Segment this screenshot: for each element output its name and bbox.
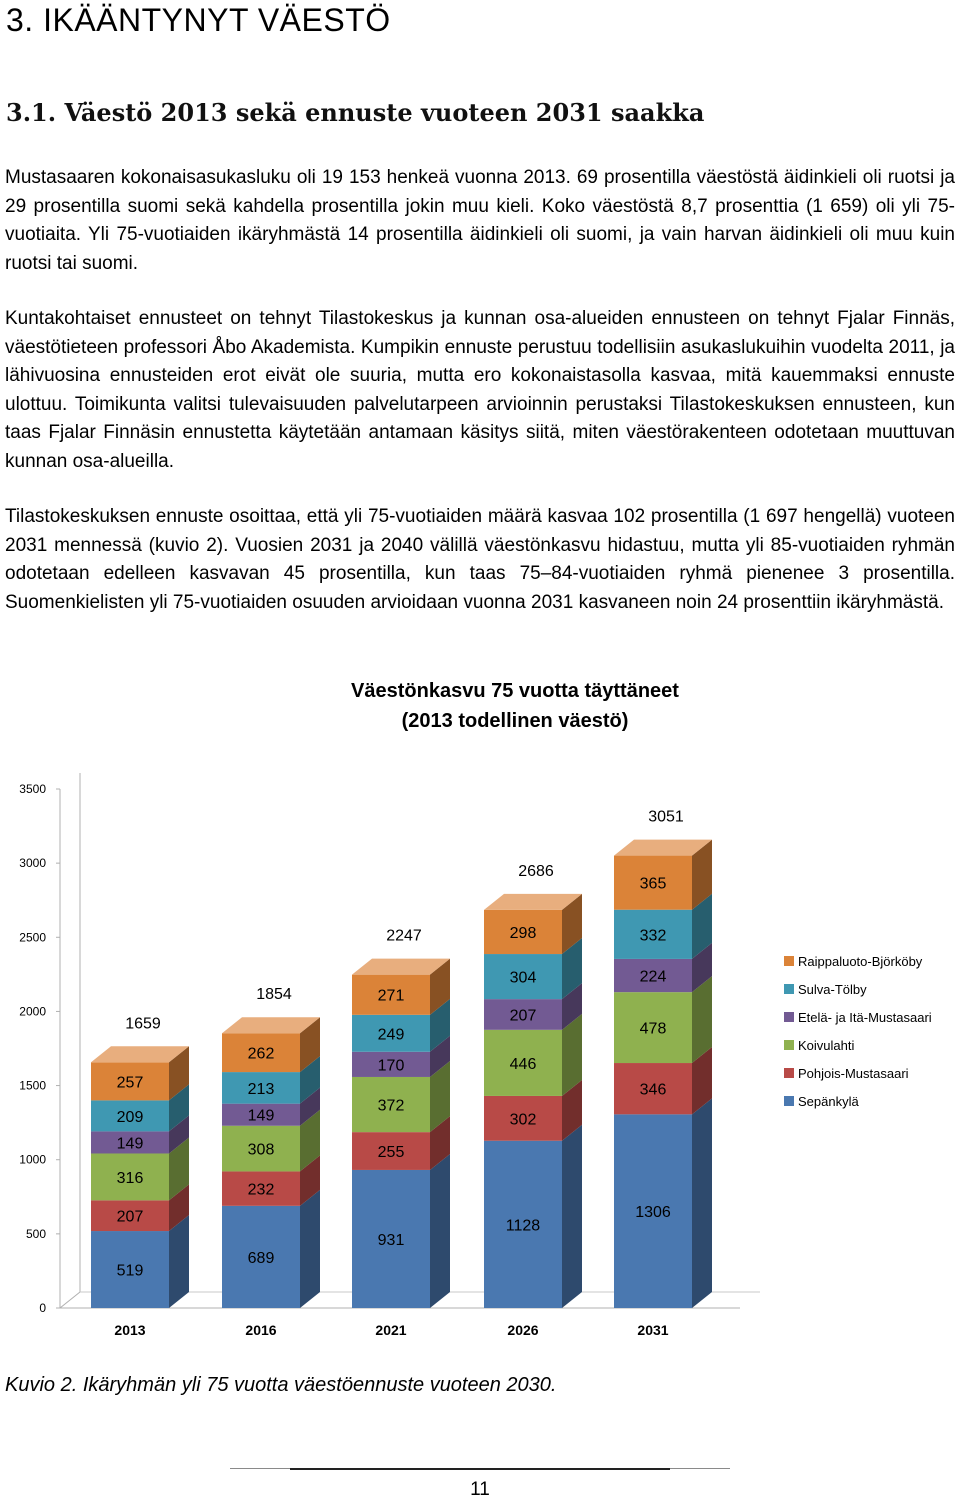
paragraph-forecasts: Kuntakohtaiset ennusteet on tehnyt Tilastokeskus ja kunnan osa-alueiden ennusteen on tehnyt Fjalar Finnäs, väestötieteen professori Åbo Akademista. Kumpikin ennuste perustuu todellisiin asukaslukuihin vuodelta 2011, ja lähivuosina ennusteiden erot eivät ole suuria, mutta ero kokonaistasolla kasvaa, mitä kauemmaksi ennuste ulottuu. Toimikunta valitsi tulevaisuuden palvelutarpeen arvioinnin perustaksi Tilastokeskuksen ennusteen, kun taas Fjalar Finnäsin ennustetta käytetään antamaan käsitys siitä, miten väestörakenteen odotetaan muuttuvan kunnan osa-alueilla. xyxy=(5,308,955,472)
bar-value-label: 149 xyxy=(116,1135,144,1153)
y-tick-label: 3500 xyxy=(19,782,46,796)
bar-value-label: 346 xyxy=(639,1081,667,1099)
legend-swatch xyxy=(784,1096,794,1106)
bar-value-label: 232 xyxy=(247,1181,275,1199)
bar-value-label: 446 xyxy=(509,1055,537,1073)
bar-segment-side xyxy=(562,1125,582,1308)
y-tick-label: 0 xyxy=(39,1301,46,1315)
bar-segment-side xyxy=(692,1098,712,1308)
bar-value-label: 316 xyxy=(116,1169,144,1187)
stacked-bar-chart xyxy=(0,760,960,1350)
legend-swatch xyxy=(784,984,794,994)
bar-value-label: 478 xyxy=(639,1020,667,1038)
bar-value-label: 224 xyxy=(639,968,667,986)
bar-value-label: 255 xyxy=(377,1144,405,1162)
bar-value-label: 207 xyxy=(509,1007,537,1025)
bar-segment-side xyxy=(169,1215,189,1308)
page-number: 11 xyxy=(470,1479,490,1500)
x-tick-label: 2021 xyxy=(375,1322,407,1338)
bar-value-label: 372 xyxy=(377,1097,405,1115)
bar-value-label: 308 xyxy=(247,1141,275,1159)
x-tick-label: 2016 xyxy=(245,1322,277,1338)
paragraph-forecast-results: Tilastokeskuksen ennuste osoittaa, että yli 75-vuotiaiden määrä kasvaa 102 prosentilla (1 697 hengellä) vuoteen 2031 mennessä (kuvio 2). Vuosien 2031 ja 2040 välillä väestönkasvu hidastuu, mutta yli 85-vuotiaiden ryhmän odotetaan edelleen kasvavan 45 prosentilla, kun taas 75–84-vuotiaiden ryhmä pienenee 3 prosentilla. Suomenkielisten yli 75-vuotiaiden osuuden arvioidaan vuonna 2031 kasvaneen noin 24 prosenttiin ikäryhmästä. xyxy=(5,506,955,613)
bar-value-label: 298 xyxy=(509,924,537,942)
y-tick-label: 500 xyxy=(25,1226,46,1241)
legend-swatch xyxy=(784,956,794,966)
bar-value-label: 304 xyxy=(509,969,537,987)
y-tick-label: 1500 xyxy=(19,1078,46,1093)
figure-caption: Kuvio 2. Ikäryhmän yli 75 vuotta väestöennuste vuoteen 2030. xyxy=(5,1374,557,1396)
legend-swatch xyxy=(784,1012,794,1022)
bar-value-label: 207 xyxy=(116,1208,144,1226)
legend-label: Koivulahti xyxy=(798,1038,855,1053)
section-heading: 3.1. Väestö 2013 sekä ennuste vuoteen 2031 saakka xyxy=(6,98,705,127)
bar-total-label: 3051 xyxy=(648,808,684,826)
y-tick-label: 2000 xyxy=(19,1004,46,1019)
bar-value-label: 332 xyxy=(639,927,667,945)
bar-value-label: 249 xyxy=(377,1026,405,1044)
bar-value-label: 1306 xyxy=(635,1204,671,1222)
legend-label: Raippaluoto-Björköby xyxy=(798,954,923,969)
bar-value-label: 213 xyxy=(247,1080,275,1098)
bar-value-label: 170 xyxy=(377,1057,405,1075)
x-tick-label: 2013 xyxy=(114,1322,146,1338)
legend-label: Sepänkylä xyxy=(798,1094,859,1109)
x-tick-label: 2026 xyxy=(507,1322,539,1338)
bar-value-label: 365 xyxy=(639,875,667,893)
legend-label: Pohjois-Mustasaari xyxy=(798,1066,909,1081)
bar-value-label: 209 xyxy=(116,1108,144,1126)
y-tick-label: 1000 xyxy=(19,1152,46,1167)
bar-value-label: 519 xyxy=(116,1262,144,1280)
chapter-heading: 3. IKÄÄNTYNYT VÄESTÖ xyxy=(6,2,391,38)
bar-value-label: 262 xyxy=(247,1045,275,1063)
bar-value-label: 257 xyxy=(116,1074,144,1092)
legend-label: Sulva-Tölby xyxy=(798,982,867,997)
x-tick-label: 2031 xyxy=(637,1322,669,1338)
bar-value-label: 931 xyxy=(377,1231,405,1249)
bar-segment-side xyxy=(300,1190,320,1308)
legend-swatch xyxy=(784,1068,794,1078)
chart-subtitle: (2013 todellinen väestö) xyxy=(401,710,629,732)
bar-total-label: 1854 xyxy=(256,986,292,1004)
chart-title-block xyxy=(250,676,780,736)
y-tick-label: 3000 xyxy=(19,856,46,871)
paragraph-population: Mustasaaren kokonaisasukasluku oli 19 153 henkeä vuonna 2013. 69 prosentilla väestöstä äidinkieli oli ruotsi ja 29 prosentilla suomi sekä kahdella prosentilla jokin muu kieli. Koko väestöstä 8,7 prosenttia (1 659) oli yli 75-vuotiaita. Yli 75-vuotiaiden ikäryhmästä 14 prosentilla äidinkieli oli suomi, ja vain harvan äidinkieli oli muu kuin ruotsi tai suomi. xyxy=(5,167,955,274)
bar-value-label: 302 xyxy=(509,1111,537,1129)
bar-total-label: 1659 xyxy=(125,1015,161,1033)
axis-depth-line xyxy=(60,1292,80,1308)
bar-total-label: 2247 xyxy=(386,927,422,945)
y-tick-label: 2500 xyxy=(19,930,46,945)
bar-total-label: 2686 xyxy=(518,862,554,880)
bar-value-label: 149 xyxy=(247,1107,275,1125)
footer-rule-accent xyxy=(290,1468,670,1470)
legend-swatch xyxy=(784,1040,794,1050)
bar-value-label: 1128 xyxy=(505,1217,541,1235)
chart-title: Väestönkasvu 75 vuotta täyttäneet xyxy=(351,680,679,702)
legend-label: Etelä- ja Itä-Mustasaari xyxy=(798,1010,932,1025)
bar-value-label: 689 xyxy=(247,1249,275,1267)
bar-value-label: 271 xyxy=(377,987,405,1005)
bar-segment-side xyxy=(430,1154,450,1308)
